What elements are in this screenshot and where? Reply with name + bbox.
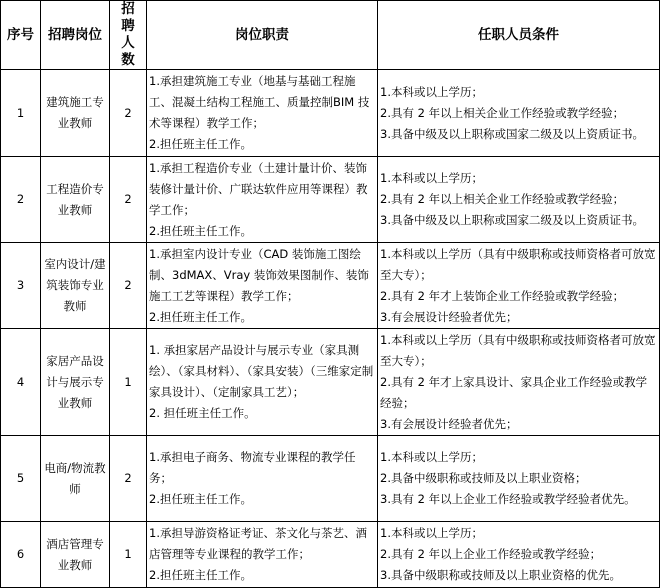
- position-cell: 电商/物流教师: [41, 436, 110, 522]
- header-position: 招聘岗位: [41, 1, 110, 70]
- seq-cell: 4: [1, 329, 41, 436]
- header-requirements: 任职人员条件: [378, 1, 660, 70]
- requirement-line: 3.有会展设计经验者优先；: [380, 309, 518, 324]
- count-cell: 2: [110, 70, 147, 157]
- position-cell: 工程造价专业教师: [41, 157, 110, 243]
- duties-cell: [147, 70, 378, 157]
- table-row: [1, 70, 660, 157]
- requirement-line: 3.具有 2 年以上企业工作经验或教学经验者优先。: [380, 492, 636, 506]
- duty-line: 1.承担导游资格证考证、茶文化与茶艺、酒店管理等专业课程的教学工作；: [149, 526, 367, 561]
- duty-line: 2.担任班主任工作。: [149, 492, 252, 506]
- seq-cell: 5: [1, 436, 41, 522]
- duties-cell: [147, 329, 378, 436]
- requirement-line: 3.有会展设计经验者优先；: [380, 416, 518, 431]
- count-cell: 2: [110, 436, 147, 522]
- requirements-cell: [378, 243, 660, 329]
- position-cell: 家居产品设计与展示专业教师: [41, 329, 110, 436]
- requirement-line: 2.具有 2 年以上企业工作经验或教学经验；: [380, 547, 602, 561]
- requirement-line: 3.具备中级职称或技师及以上职业资格的优先。: [380, 568, 621, 582]
- position-cell: 建筑施工专业教师: [41, 70, 110, 157]
- requirement-line: 1.本科或以上学历；: [380, 526, 483, 540]
- header-seq: 序号: [1, 1, 41, 70]
- requirement-line: 2.具有 2 年才上装饰企业工作经验或教学经验；: [380, 288, 625, 303]
- duty-line: 2.担任班主任工作。: [149, 309, 252, 324]
- requirements-cell: [378, 70, 660, 157]
- duties-cell: [147, 436, 378, 522]
- requirement-line: 2.具有 2 年才上家具设计、家具企业工作经验或教学经验；: [380, 374, 648, 410]
- requirement-line: 3.具备中级及以上职称或国家二级及以上资质证书。: [380, 126, 644, 141]
- header-duties: 岗位职责: [147, 1, 378, 70]
- requirement-line: 2.具备中级职称或技师及以上职业资格；: [380, 471, 587, 485]
- duty-line: 2.担任班主任工作。: [149, 223, 252, 238]
- duty-line: 1.承担建筑施工专业（地基与基础工程施工、混凝土结构工程施工、质量控制BIM 技术等课程）教学工作；: [149, 74, 370, 130]
- requirement-line: 1.本科或以上学历（具有中级职称或技师资格者可放宽至大专）；: [380, 332, 656, 368]
- requirements-cell: [378, 329, 660, 436]
- requirement-line: 1.本科或以上学历；: [380, 171, 483, 185]
- requirements-cell: [378, 157, 660, 243]
- duty-line: 2. 担任班主任工作。: [149, 406, 256, 420]
- position-cell: 酒店管理专业教师: [41, 522, 110, 588]
- table-row: [1, 522, 660, 588]
- count-cell: 2: [110, 157, 147, 243]
- duty-line: 2.担任班主任工作。: [149, 568, 252, 582]
- seq-cell: 1: [1, 70, 41, 157]
- header-count: 招聘人数: [110, 1, 147, 70]
- requirement-line: 3.具备中级及以上职称或国家二级及以上资质证书。: [380, 213, 644, 227]
- requirement-line: 2.具有 2 年以上相关企业工作经验或教学经验；: [380, 192, 625, 206]
- duties-cell: [147, 522, 378, 588]
- count-cell: 1: [110, 329, 147, 436]
- count-cell: 2: [110, 243, 147, 329]
- position-cell: 室内设计/建筑装饰专业教师: [41, 243, 110, 329]
- requirements-cell: [378, 522, 660, 588]
- table-row: [1, 157, 660, 243]
- duties-cell: [147, 243, 378, 329]
- duty-line: 1.承担电子商务、物流专业课程的教学任务；: [149, 450, 356, 485]
- count-cell: 1: [110, 522, 147, 588]
- seq-cell: 2: [1, 157, 41, 243]
- duties-cell: [147, 157, 378, 243]
- duty-line: 1. 承担家居产品设计与展示专业（家具测绘）、（家具材料）、（家具安装）（三维家定制家具设计）、（定制家具工艺）；: [149, 343, 374, 399]
- duty-line: 2.担任班主任工作。: [149, 137, 252, 151]
- requirements-cell: [378, 436, 660, 522]
- table-row: [1, 243, 660, 329]
- requirement-line: 1.本科或以上学历；: [380, 450, 483, 464]
- table-row: [1, 436, 660, 522]
- seq-cell: 3: [1, 243, 41, 329]
- requirement-line: 1.本科或以上学历（具有中级职称或技师资格者可放宽至大专）；: [380, 246, 656, 282]
- requirement-line: 2.具有 2 年以上相关企业工作经验或教学经验；: [380, 105, 625, 120]
- header-row: [1, 1, 660, 70]
- requirement-line: 1.本科或以上学历；: [380, 84, 483, 99]
- duty-line: 1.承担工程造价专业（土建计量计价、装饰装修计量计价、广联达软件应用等课程）教学工作；: [149, 160, 368, 217]
- seq-cell: 6: [1, 522, 41, 588]
- duty-line: 1.承担室内设计专业（CAD 装饰施工图绘制、3dMAX、Vray 装饰效果图制作、装饰施工工艺等课程）教学工作；: [149, 246, 369, 303]
- table-row: [1, 329, 660, 436]
